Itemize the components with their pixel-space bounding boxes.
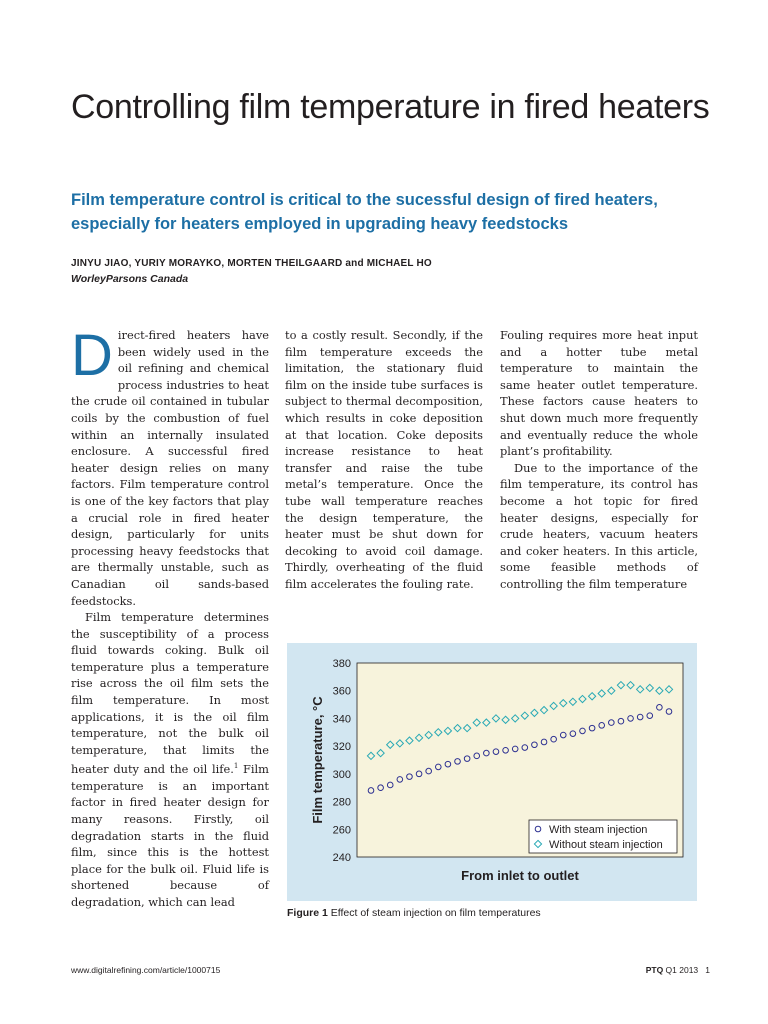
col1-paragraph-1: irect-fired heaters have been widely used in the oil refining and chemical process industries to heat the crude oil contained in tubular coils by the combustion of fuel within an internally insulated enclosure. A successful fired heater design relies on many factors. Film temperature control is one of the key factors that play a crucial role in fired heater design, particularly for units processing heavy feedstocks that are thermally unstable, such as Canadian oil sands-based feedstocks. (71, 328, 269, 608)
article-subtitle: Film temperature control is critical to the sucessful design of fired heaters, especially for heaters employed in upgrading heavy feedstocks (71, 191, 658, 233)
figure-caption (287, 907, 707, 919)
y-tick-label: 320 (332, 741, 351, 754)
footer-issue (600, 965, 710, 975)
col2-paragraph-1: to a costly result. Secondly, if the film temperature exceeds the limitation, the stationary fluid film on the inside tube surfaces is subject to thermal decomposition, which results in coke deposition at that location. Coke deposits increase resistance to heat transfer and raise the tube metal’s temperature. Once the tube wall temperature reaches the design temperature, the heater must be shut down for decoking to avoid coil damage. Thirdly, overheating of the fluid film accelerates the fouling rate. (285, 328, 483, 591)
article-authors: JINYU JIAO, YURIY MORAYKO, MORTEN THEILGAARD and MICHAEL HO (71, 258, 432, 269)
drop-cap: D (71, 323, 113, 388)
y-tick-label: 340 (332, 713, 351, 726)
figure-caption-text: Effect of steam injection on film temperatures (327, 907, 541, 919)
y-axis-label: Film temperature, °C (310, 696, 325, 824)
col3-paragraph-2: Due to the importance of the film temperature, its control has become a hot topic for fired heater designs, especially for crude heaters, vacuum heaters and coker heaters. In this article, some feasible methods of controlling the film temperature (500, 460, 698, 591)
y-tick-label: 380 (332, 658, 351, 670)
col1-paragraph-2b: Film temperature is an important factor in fired heater design for many reasons. Firstly, oil degradation starts in the fluid film, since this is the hottest place for the bulk oil. Fluid life is shortened because of degradation, which can lead (71, 762, 269, 909)
legend-label-without-steam: Without steam injection (549, 839, 663, 851)
legend-label-with-steam: With steam injection (549, 824, 648, 836)
figure-panel (287, 643, 697, 901)
body-column-1 (71, 323, 269, 911)
film-temperature-chart (287, 643, 697, 901)
y-tick-label: 240 (332, 852, 351, 864)
footer-issue-text: Q1 2013 (663, 965, 699, 975)
y-tick-label: 260 (332, 824, 351, 837)
body-column-2 (285, 327, 483, 593)
y-tick-label: 360 (332, 685, 351, 698)
footnote-ref: 1 (233, 762, 239, 771)
y-tick-label: 300 (332, 768, 351, 781)
author-affiliation: WorleyParsons Canada (71, 273, 189, 285)
figure-caption-label: Figure 1 (287, 907, 328, 919)
col3-paragraph-1: Fouling requires more heat input and a hotter tube metal temperature to maintain the same heater outlet temperature. These factors cause heaters to shut down much more frequently and eventually reduce the whole plant’s profitability. (500, 328, 698, 459)
article-title: Controlling film temperature in fired heaters (71, 88, 710, 126)
y-tick-label: 280 (332, 796, 351, 809)
footer-url: www.digitalrefining.com/article/1000715 (71, 965, 221, 975)
footer-journal: PTQ (645, 965, 664, 975)
col1-paragraph-2a: Film temperature determines the susceptibility of a process fluid towards coking. Bulk oil temperature plus a temperature rise across the oil film sets the film temperature. In most applications, it is the oil film temperature, not the bulk oil temperature, that limits the heater duty and the oil life. (71, 610, 269, 777)
footer-page-number: 1 (705, 965, 710, 975)
body-column-3 (500, 327, 698, 593)
x-axis-label: From inlet to outlet (461, 868, 579, 883)
